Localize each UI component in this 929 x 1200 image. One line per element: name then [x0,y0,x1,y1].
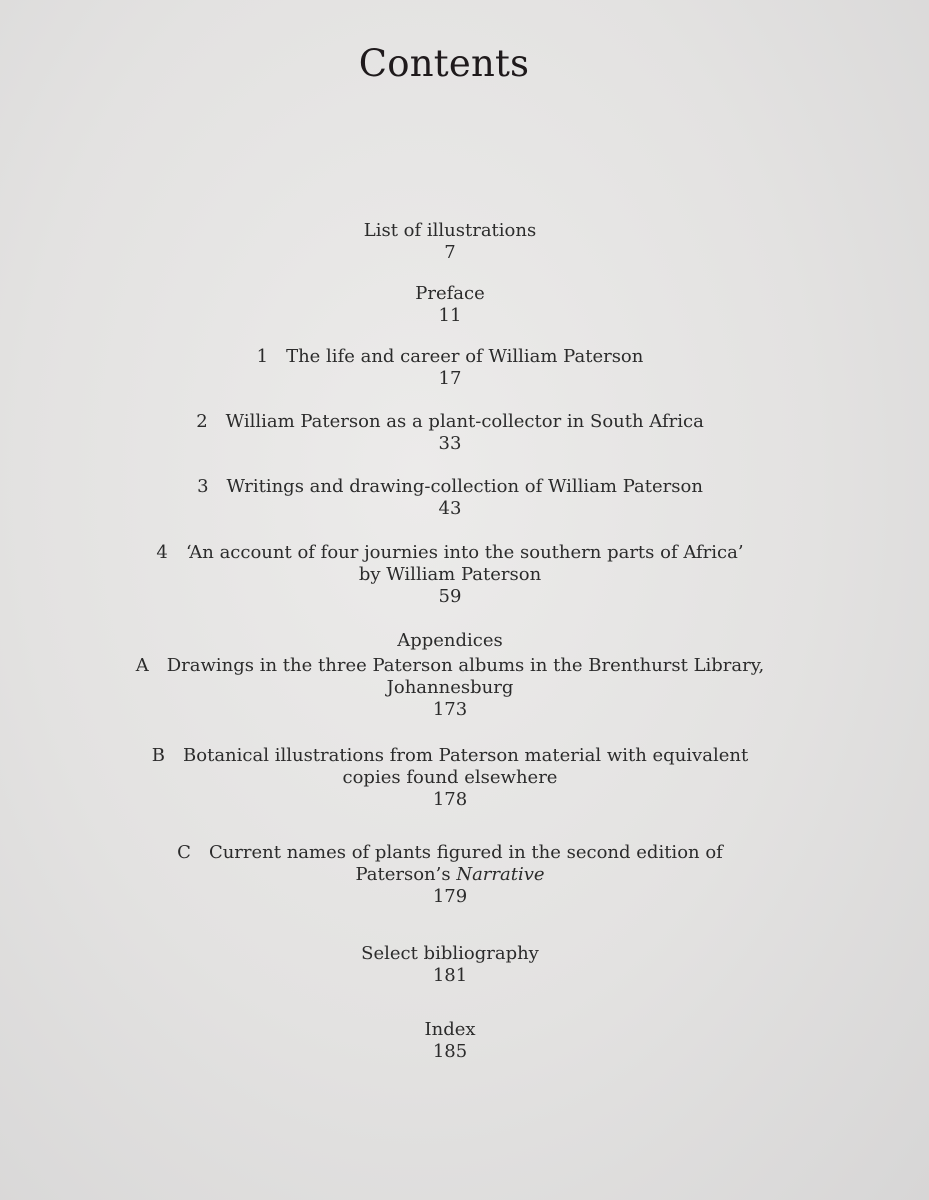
chapter-number: 2 [196,411,208,432]
appendix-letter: C [177,842,191,863]
entry-page: 173 [432,699,468,720]
toc-entry-list-of-illustrations [0,220,900,264]
toc-entry-chapter-3 [0,476,900,520]
entry-label-continued: Johannesburg [386,677,514,698]
chapter-number: 4 [156,542,168,563]
entry-page: 7 [444,242,456,263]
entry-label-continued [0,864,900,886]
entry-label: Drawings in the three Paterson albums in the Brenthurst Library, [166,655,765,676]
entry-label: Index [424,1019,476,1040]
toc-entry-chapter-2 [0,411,900,455]
entry-page: 178 [432,789,468,810]
entry-label: Current names of plants figured in the second edition of [208,842,723,863]
appendices-heading: Appendices [397,630,503,651]
toc-entry-bibliography [0,943,900,987]
entry-label: Select bibliography [361,943,539,964]
chapter-number: 3 [197,476,209,497]
entry-label: ‘An account of four journies into the southern parts of Africa’ [185,542,744,563]
toc-entry-preface [0,283,900,327]
toc-entry-appendix-b [0,745,900,811]
entry-page: 185 [432,1041,468,1062]
toc-entry-appendix-c [0,842,900,908]
entry-label: Writings and drawing-collection of William Paterson [226,476,703,497]
entry-label: Botanical illustrations from Paterson material with equivalent [183,745,749,766]
label-prefix: Paterson’s [355,864,457,885]
chapter-number: 1 [256,346,269,367]
entry-page: 33 [438,433,462,454]
entry-page: 179 [432,886,468,907]
entry-label: The life and career of William Paterson [286,346,644,367]
appendix-letter: B [151,745,166,766]
entry-label: List of illustrations [363,220,537,241]
appendix-letter: A [135,655,149,676]
toc-entry-index [0,1019,900,1063]
toc-entry-chapter-1 [0,346,900,390]
entry-page: 43 [438,498,462,519]
entry-page: 11 [438,305,462,326]
toc-entry-chapter-4 [0,542,900,608]
entry-label: William Paterson as a plant-collector in South Africa [225,411,704,432]
entry-page: 59 [438,586,462,607]
page-title: Contents [358,42,530,85]
entry-page: 17 [438,368,462,389]
entry-label-continued: by William Paterson [358,564,542,585]
label-italic: Narrative [456,864,545,885]
entry-page: 181 [432,965,468,986]
toc-entry-appendix-a [0,655,900,721]
entry-label-continued: copies found elsewhere [342,767,558,788]
entry-label: Preface [415,283,485,304]
